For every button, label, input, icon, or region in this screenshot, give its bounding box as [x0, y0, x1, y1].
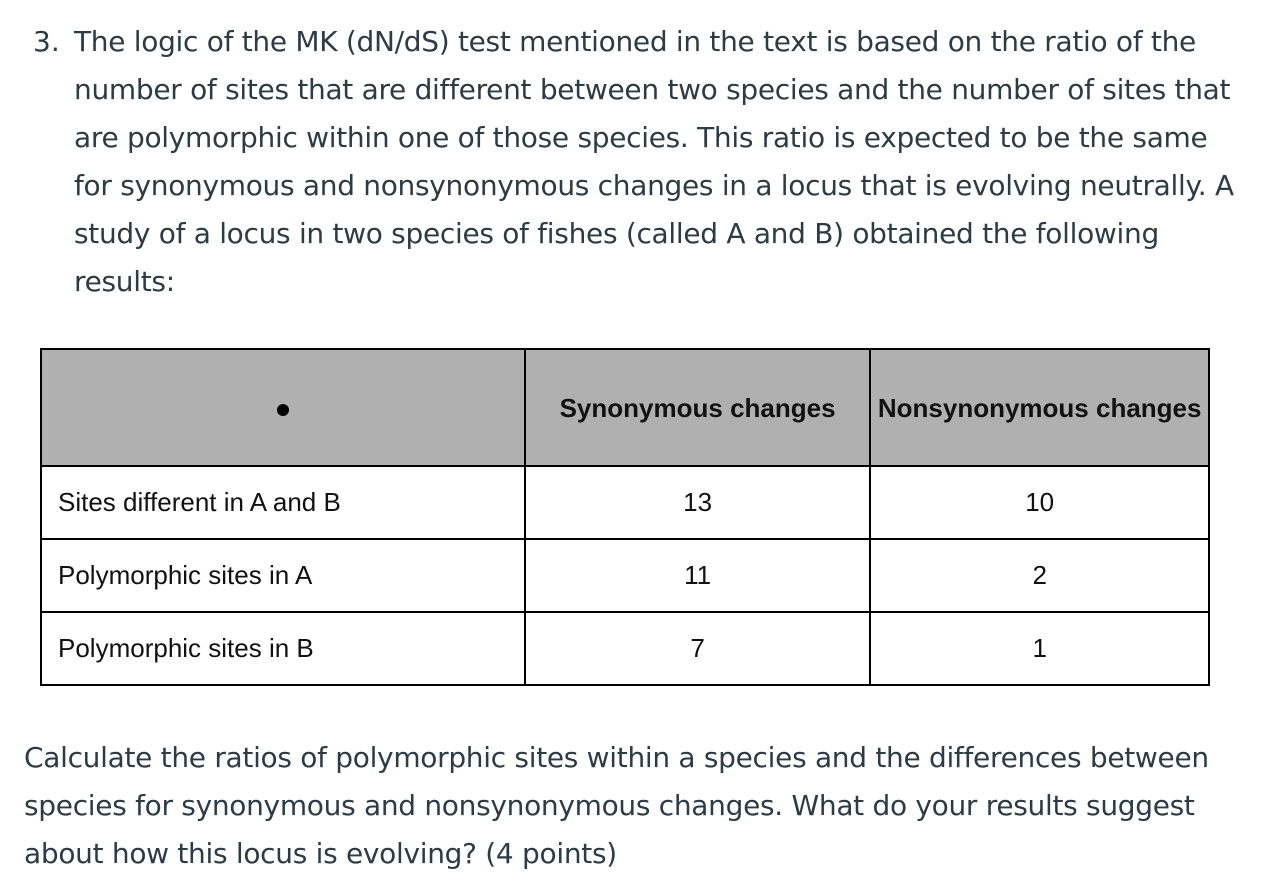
nonsynonymous-value: 10 — [870, 466, 1209, 539]
table-row — [41, 612, 1209, 685]
header-nonsynonymous: Nonsynonymous changes — [870, 349, 1209, 466]
results-table — [40, 348, 1210, 686]
followup-question: Calculate the ratios of polymorphic sites within a species and the differences between species for synonymous and nonsynonymous changes. What do your results suggest about how this locus is evolving? (4 points) — [24, 741, 1209, 870]
row-label: Polymorphic sites in B — [41, 612, 525, 685]
table-header-row — [41, 349, 1209, 466]
question-text: The logic of the MK (dN/dS) test mentioned in the text is based on the ratio of the number of sites that are different between two species and the number of sites that are polymorphic within one of those species. This ratio is expected to be the same for synonymous and nonsynonymous changes in a locus that is evolving neutrally. A study of a locus in two species of fishes (called A and B) obtained the following results: — [74, 25, 1234, 298]
header-synonymous: Synonymous changes — [525, 349, 871, 466]
bullet-icon — [277, 404, 289, 416]
synonymous-value: 11 — [525, 539, 871, 612]
row-label: Polymorphic sites in A — [41, 539, 525, 612]
synonymous-value: 7 — [525, 612, 871, 685]
synonymous-value: 13 — [525, 466, 871, 539]
row-label: Sites different in A and B — [41, 466, 525, 539]
question-number: 3. — [33, 25, 60, 58]
nonsynonymous-value: 2 — [870, 539, 1209, 612]
table-row — [41, 466, 1209, 539]
table-row — [41, 539, 1209, 612]
header-empty-cell — [41, 349, 525, 466]
nonsynonymous-value: 1 — [870, 612, 1209, 685]
